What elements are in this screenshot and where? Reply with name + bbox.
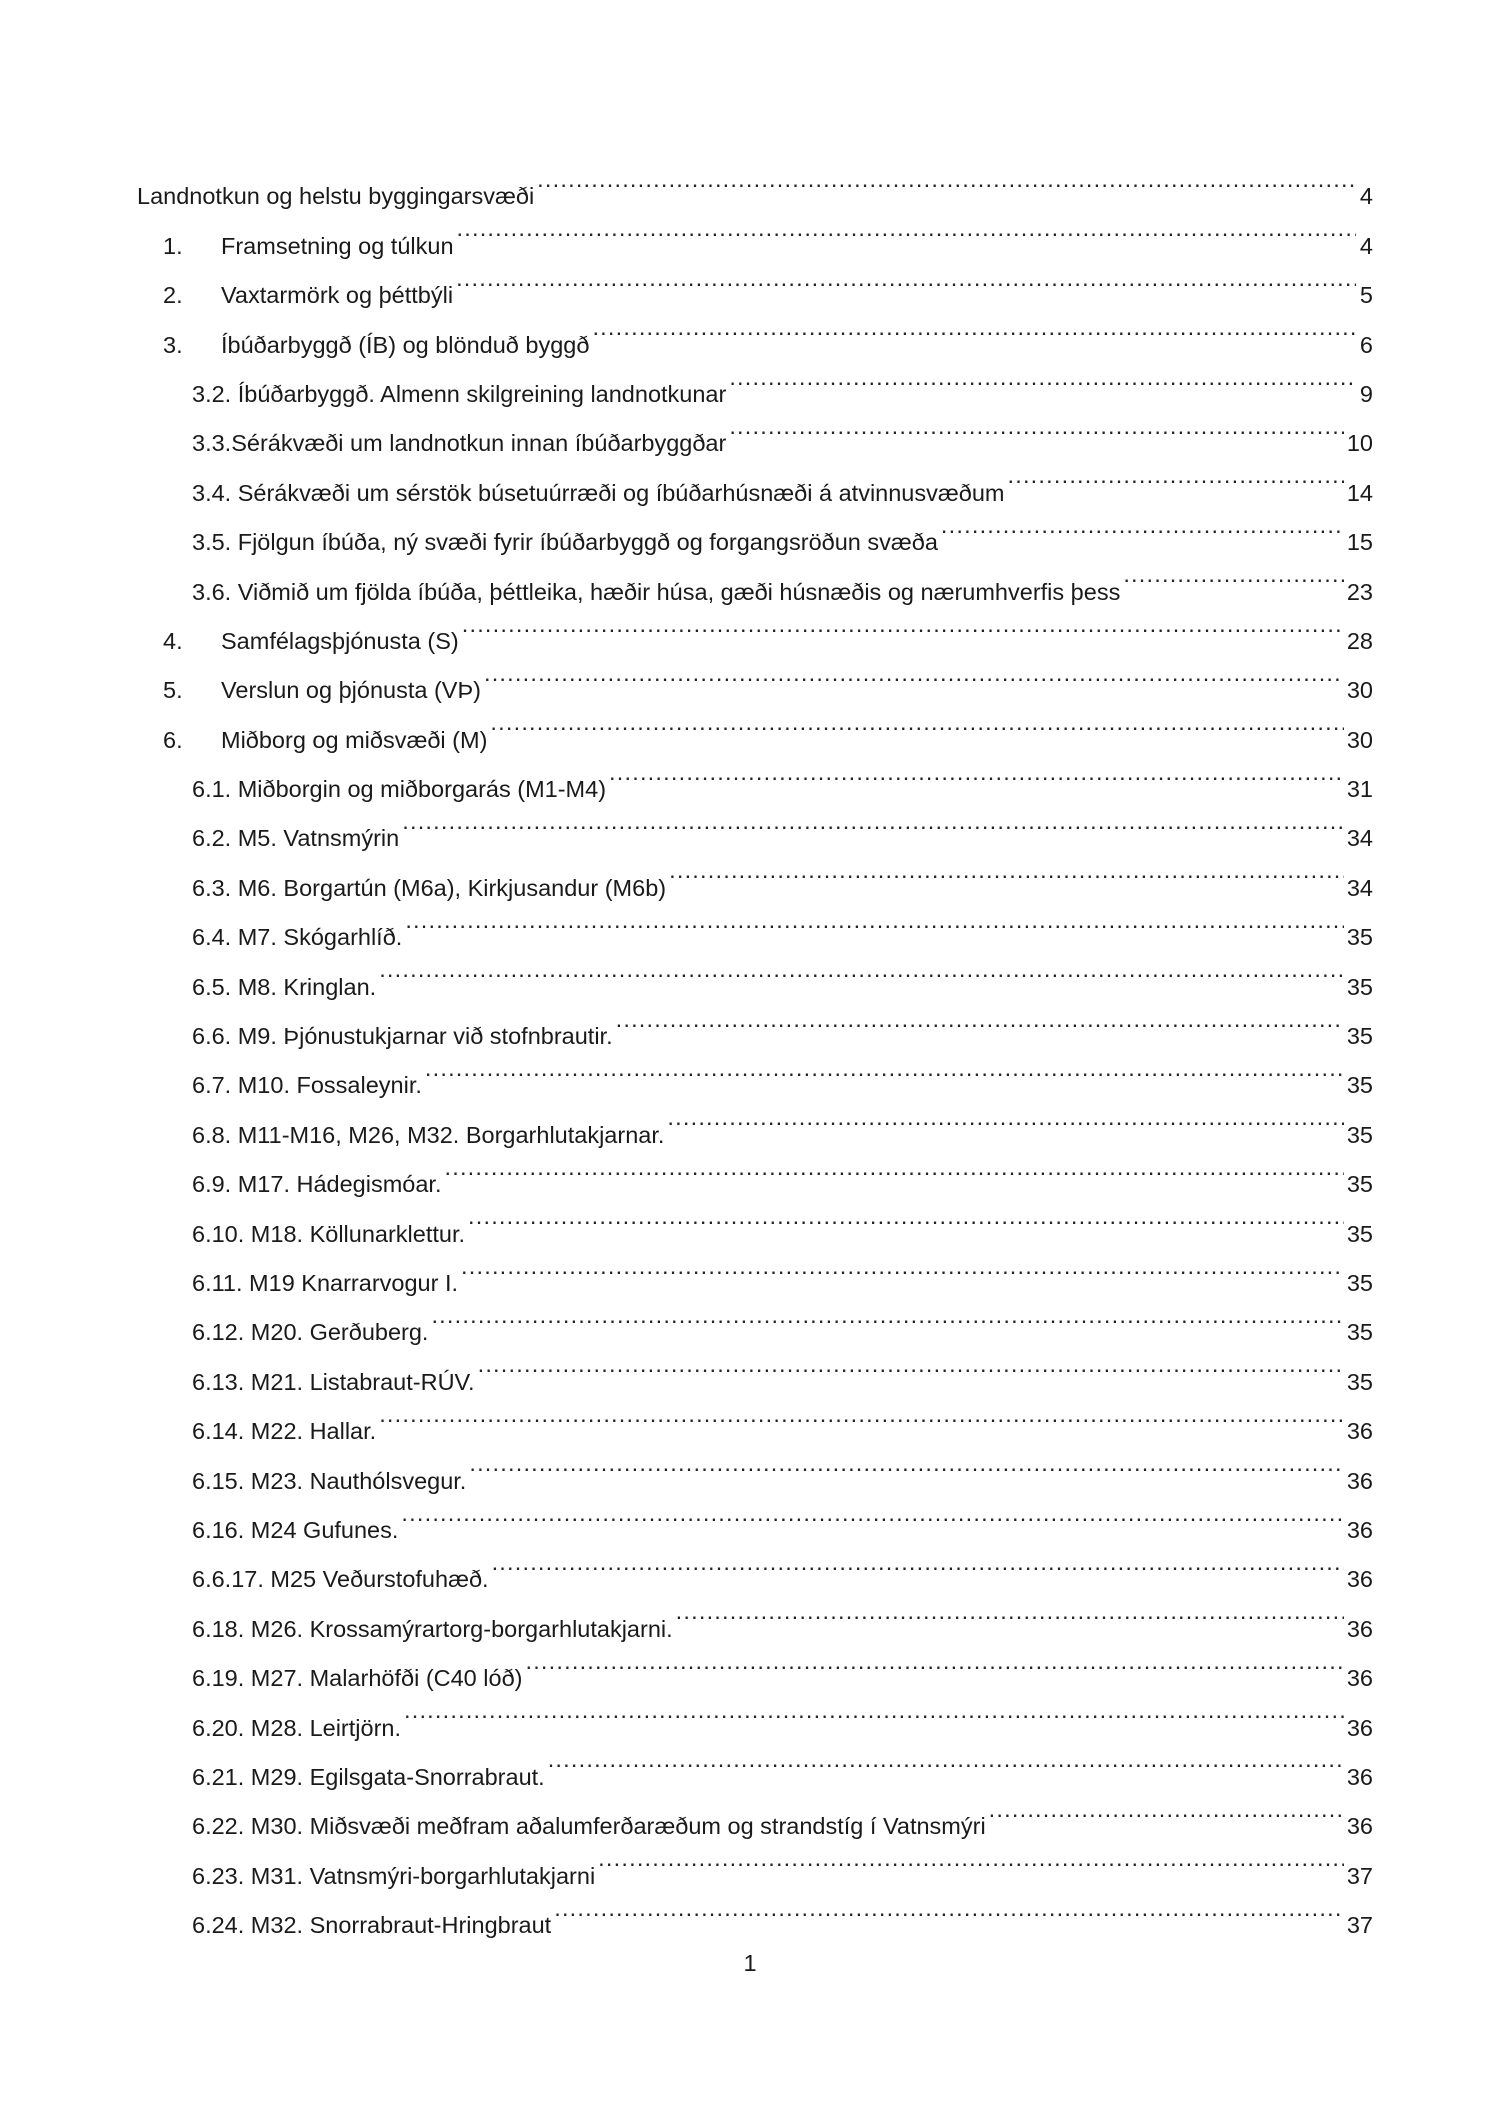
toc-entry-page: 36	[1346, 1813, 1373, 1840]
toc-entry-number: 5.	[163, 677, 183, 704]
toc-entry-title: 6.4. M7. Skógarhlíð.	[192, 924, 403, 951]
toc-entry-page: 10	[1346, 430, 1373, 457]
toc-entry-title: 3.4. Sérákvæði um sérstök búsetuúrræði og íbúðarhúsnæði á atvinnusvæðum	[192, 479, 1005, 506]
toc-entry-title: 3.3.Sérákvæði um landnotkun innan íbúðarbyggðar	[192, 430, 727, 457]
toc-dot-leader	[492, 1538, 1344, 1587]
toc-entry-page: 35	[1346, 1220, 1373, 1247]
toc-entry-page: 6	[1359, 331, 1373, 358]
toc-entry-title: 6.20. M28. Leirtjörn.	[192, 1714, 401, 1741]
toc-dot-leader	[478, 1340, 1344, 1389]
toc-entry-page: 35	[1346, 1121, 1373, 1148]
toc-dot-leader	[592, 303, 1356, 352]
toc-entry-title: 6.24. M32. Snorrabraut-Hringbraut	[192, 1912, 552, 1939]
toc-entry-title: 6.3. M6. Borgartún (M6a), Kirkjusandur (M6b)	[192, 874, 667, 901]
toc-dot-leader	[402, 797, 1344, 846]
toc-dot-leader	[598, 1834, 1344, 1883]
toc-dot-leader	[989, 1785, 1344, 1834]
toc-entry-page: 36	[1346, 1516, 1373, 1543]
toc-dot-leader	[445, 1143, 1344, 1192]
toc-dot-leader	[456, 254, 1356, 303]
toc-entry-title: Miðborg og miðsvæði (M)	[221, 726, 488, 753]
toc-entry-title: 3.5. Fjölgun íbúða, ný svæði fyrir íbúðarbyggð og forgangsröðun svæða	[192, 529, 938, 556]
toc-entry-page: 14	[1346, 479, 1373, 506]
toc-dot-leader	[405, 896, 1344, 945]
toc-entry-page: 4	[1359, 183, 1373, 210]
toc-entry-title: Verslun og þjónusta (VÞ)	[221, 677, 481, 704]
toc-dot-leader	[537, 155, 1356, 204]
toc-entry-title: 6.6. M9. Þjónustukjarnar við stofnbrautir.	[192, 1023, 613, 1050]
toc-dot-leader	[484, 649, 1344, 698]
toc-entry-title: 6.1. Miðborgin og miðborgarás (M1-M4)	[192, 776, 607, 803]
toc-entry-page: 36	[1346, 1566, 1373, 1593]
toc-dot-leader	[1007, 451, 1343, 500]
toc-dot-leader	[457, 204, 1356, 253]
page-number: 1	[743, 1950, 757, 1976]
toc-entry-page: 35	[1346, 1319, 1373, 1346]
toc-entry-title: 6.7. M10. Fossaleynir.	[192, 1072, 422, 1099]
toc-entry[interactable]	[137, 155, 1373, 210]
toc-dot-leader	[676, 1587, 1344, 1636]
toc-entry-page: 37	[1346, 1862, 1373, 1889]
toc-entry-page: 28	[1346, 627, 1373, 654]
toc-dot-leader	[667, 1093, 1343, 1142]
toc-entry-page: 37	[1346, 1912, 1373, 1939]
toc-entry-title: 6.18. M26. Krossamýrartorg-borgarhlutakjarni.	[192, 1615, 673, 1642]
toc-entry-title: 6.13. M21. Listabraut-RÚV.	[192, 1368, 475, 1395]
toc-entry-title: Framsetning og túlkun	[221, 232, 454, 259]
toc-entry-title: 6.10. M18. Köllunarklettur.	[192, 1220, 466, 1247]
toc-dot-leader	[941, 501, 1344, 550]
toc-dot-leader	[431, 1291, 1343, 1340]
toc-entry-title: 6.11. M19 Knarrarvogur I.	[192, 1269, 459, 1296]
toc-entry-number: 3.	[163, 331, 183, 358]
toc-dot-leader	[425, 1044, 1344, 1093]
toc-entry-title: 6.21. M29. Egilsgata-Snorrabraut.	[192, 1763, 545, 1790]
toc-entry-page: 9	[1359, 380, 1373, 407]
toc-entry-title: 6.9. M17. Hádegismóar.	[192, 1171, 442, 1198]
toc-entry-title: Landnotkun og helstu byggingarsvæði	[137, 183, 535, 210]
toc-entry-page: 35	[1346, 1171, 1373, 1198]
toc-entry-number: 1.	[163, 232, 183, 259]
toc-dot-leader	[379, 1390, 1344, 1439]
toc-entry-page: 15	[1346, 529, 1373, 556]
toc-dot-leader	[490, 698, 1343, 747]
toc-dot-leader	[461, 1242, 1344, 1291]
toc-entry-title: Íbúðarbyggð (ÍB) og blönduð byggð	[221, 331, 590, 358]
toc-dot-leader	[729, 353, 1356, 402]
toc-entry-title: 6.6.17. M25 Veðurstofuhæð.	[192, 1566, 489, 1593]
toc-entry-title: 6.19. M27. Malarhöfði (C40 lóð)	[192, 1665, 523, 1692]
toc-entry-title: 6.23. M31. Vatnsmýri-borgarhlutakjarni	[192, 1862, 596, 1889]
toc-entry-page: 30	[1346, 677, 1373, 704]
toc-entry-title: 6.14. M22. Hallar.	[192, 1418, 377, 1445]
toc-entry-page: 35	[1346, 1072, 1373, 1099]
table-of-contents	[137, 155, 1373, 1939]
toc-entry-page: 36	[1346, 1467, 1373, 1494]
toc-dot-leader	[729, 402, 1344, 451]
toc-dot-leader	[554, 1884, 1344, 1933]
toc-entry-page: 34	[1346, 825, 1373, 852]
toc-entry-page: 36	[1346, 1665, 1373, 1692]
toc-entry-page: 36	[1346, 1418, 1373, 1445]
toc-entry-page: 23	[1346, 578, 1373, 605]
toc-dot-leader	[379, 945, 1344, 994]
toc-dot-leader	[469, 1439, 1344, 1488]
toc-entry-title: 6.5. M8. Kringlan.	[192, 973, 377, 1000]
toc-entry-page: 36	[1346, 1714, 1373, 1741]
toc-entry-page: 31	[1346, 776, 1373, 803]
toc-dot-leader	[462, 600, 1344, 649]
toc-entry-page: 34	[1346, 874, 1373, 901]
toc-entry-title: 6.16. M24 Gufunes.	[192, 1516, 399, 1543]
toc-entry-page: 35	[1346, 1023, 1373, 1050]
toc-dot-leader	[1123, 550, 1344, 599]
toc-entry-title: 6.12. M20. Gerðuberg.	[192, 1319, 429, 1346]
toc-dot-leader	[401, 1489, 1343, 1538]
toc-entry-title: 3.6. Viðmið um fjölda íbúða, þéttleika, hæðir húsa, gæði húsnæðis og nærumhverfis þess	[192, 578, 1121, 605]
toc-entry-title: 6.22. M30. Miðsvæði meðfram aðalumferðaræðum og strandstíg í Vatnsmýri	[192, 1813, 986, 1840]
toc-entry-page: 36	[1346, 1615, 1373, 1642]
toc-entry-number: 4.	[163, 627, 183, 654]
toc-dot-leader	[525, 1637, 1343, 1686]
toc-dot-leader	[609, 748, 1344, 797]
toc-entry-title: 3.2. Íbúðarbyggð. Almenn skilgreining landnotkunar	[192, 380, 727, 407]
toc-entry-title: 6.2. M5. Vatnsmýrin	[192, 825, 400, 852]
toc-entry-page: 35	[1346, 973, 1373, 1000]
toc-dot-leader	[616, 995, 1344, 1044]
toc-entry-page: 30	[1346, 726, 1373, 753]
toc-entry-page: 35	[1346, 924, 1373, 951]
toc-entry-title: 6.15. M23. Nauthólsvegur.	[192, 1467, 467, 1494]
toc-entry-number: 2.	[163, 282, 183, 309]
toc-dot-leader	[468, 1192, 1344, 1241]
toc-entry-page: 36	[1346, 1763, 1373, 1790]
toc-entry-page: 4	[1359, 232, 1373, 259]
toc-entry-title: Samfélagsþjónusta (S)	[221, 627, 459, 654]
toc-entry-title: Vaxtarmörk og þéttbýli	[221, 282, 454, 309]
toc-entry-page: 35	[1346, 1368, 1373, 1395]
toc-entry-page: 5	[1359, 282, 1373, 309]
toc-entry-number: 6.	[163, 726, 183, 753]
toc-dot-leader	[404, 1686, 1344, 1735]
toc-dot-leader	[669, 846, 1344, 895]
toc-entry-page: 35	[1346, 1269, 1373, 1296]
toc-dot-leader	[548, 1736, 1344, 1785]
toc-entry-title: 6.8. M11-M16, M26, M32. Borgarhlutakjarnar.	[192, 1121, 665, 1148]
